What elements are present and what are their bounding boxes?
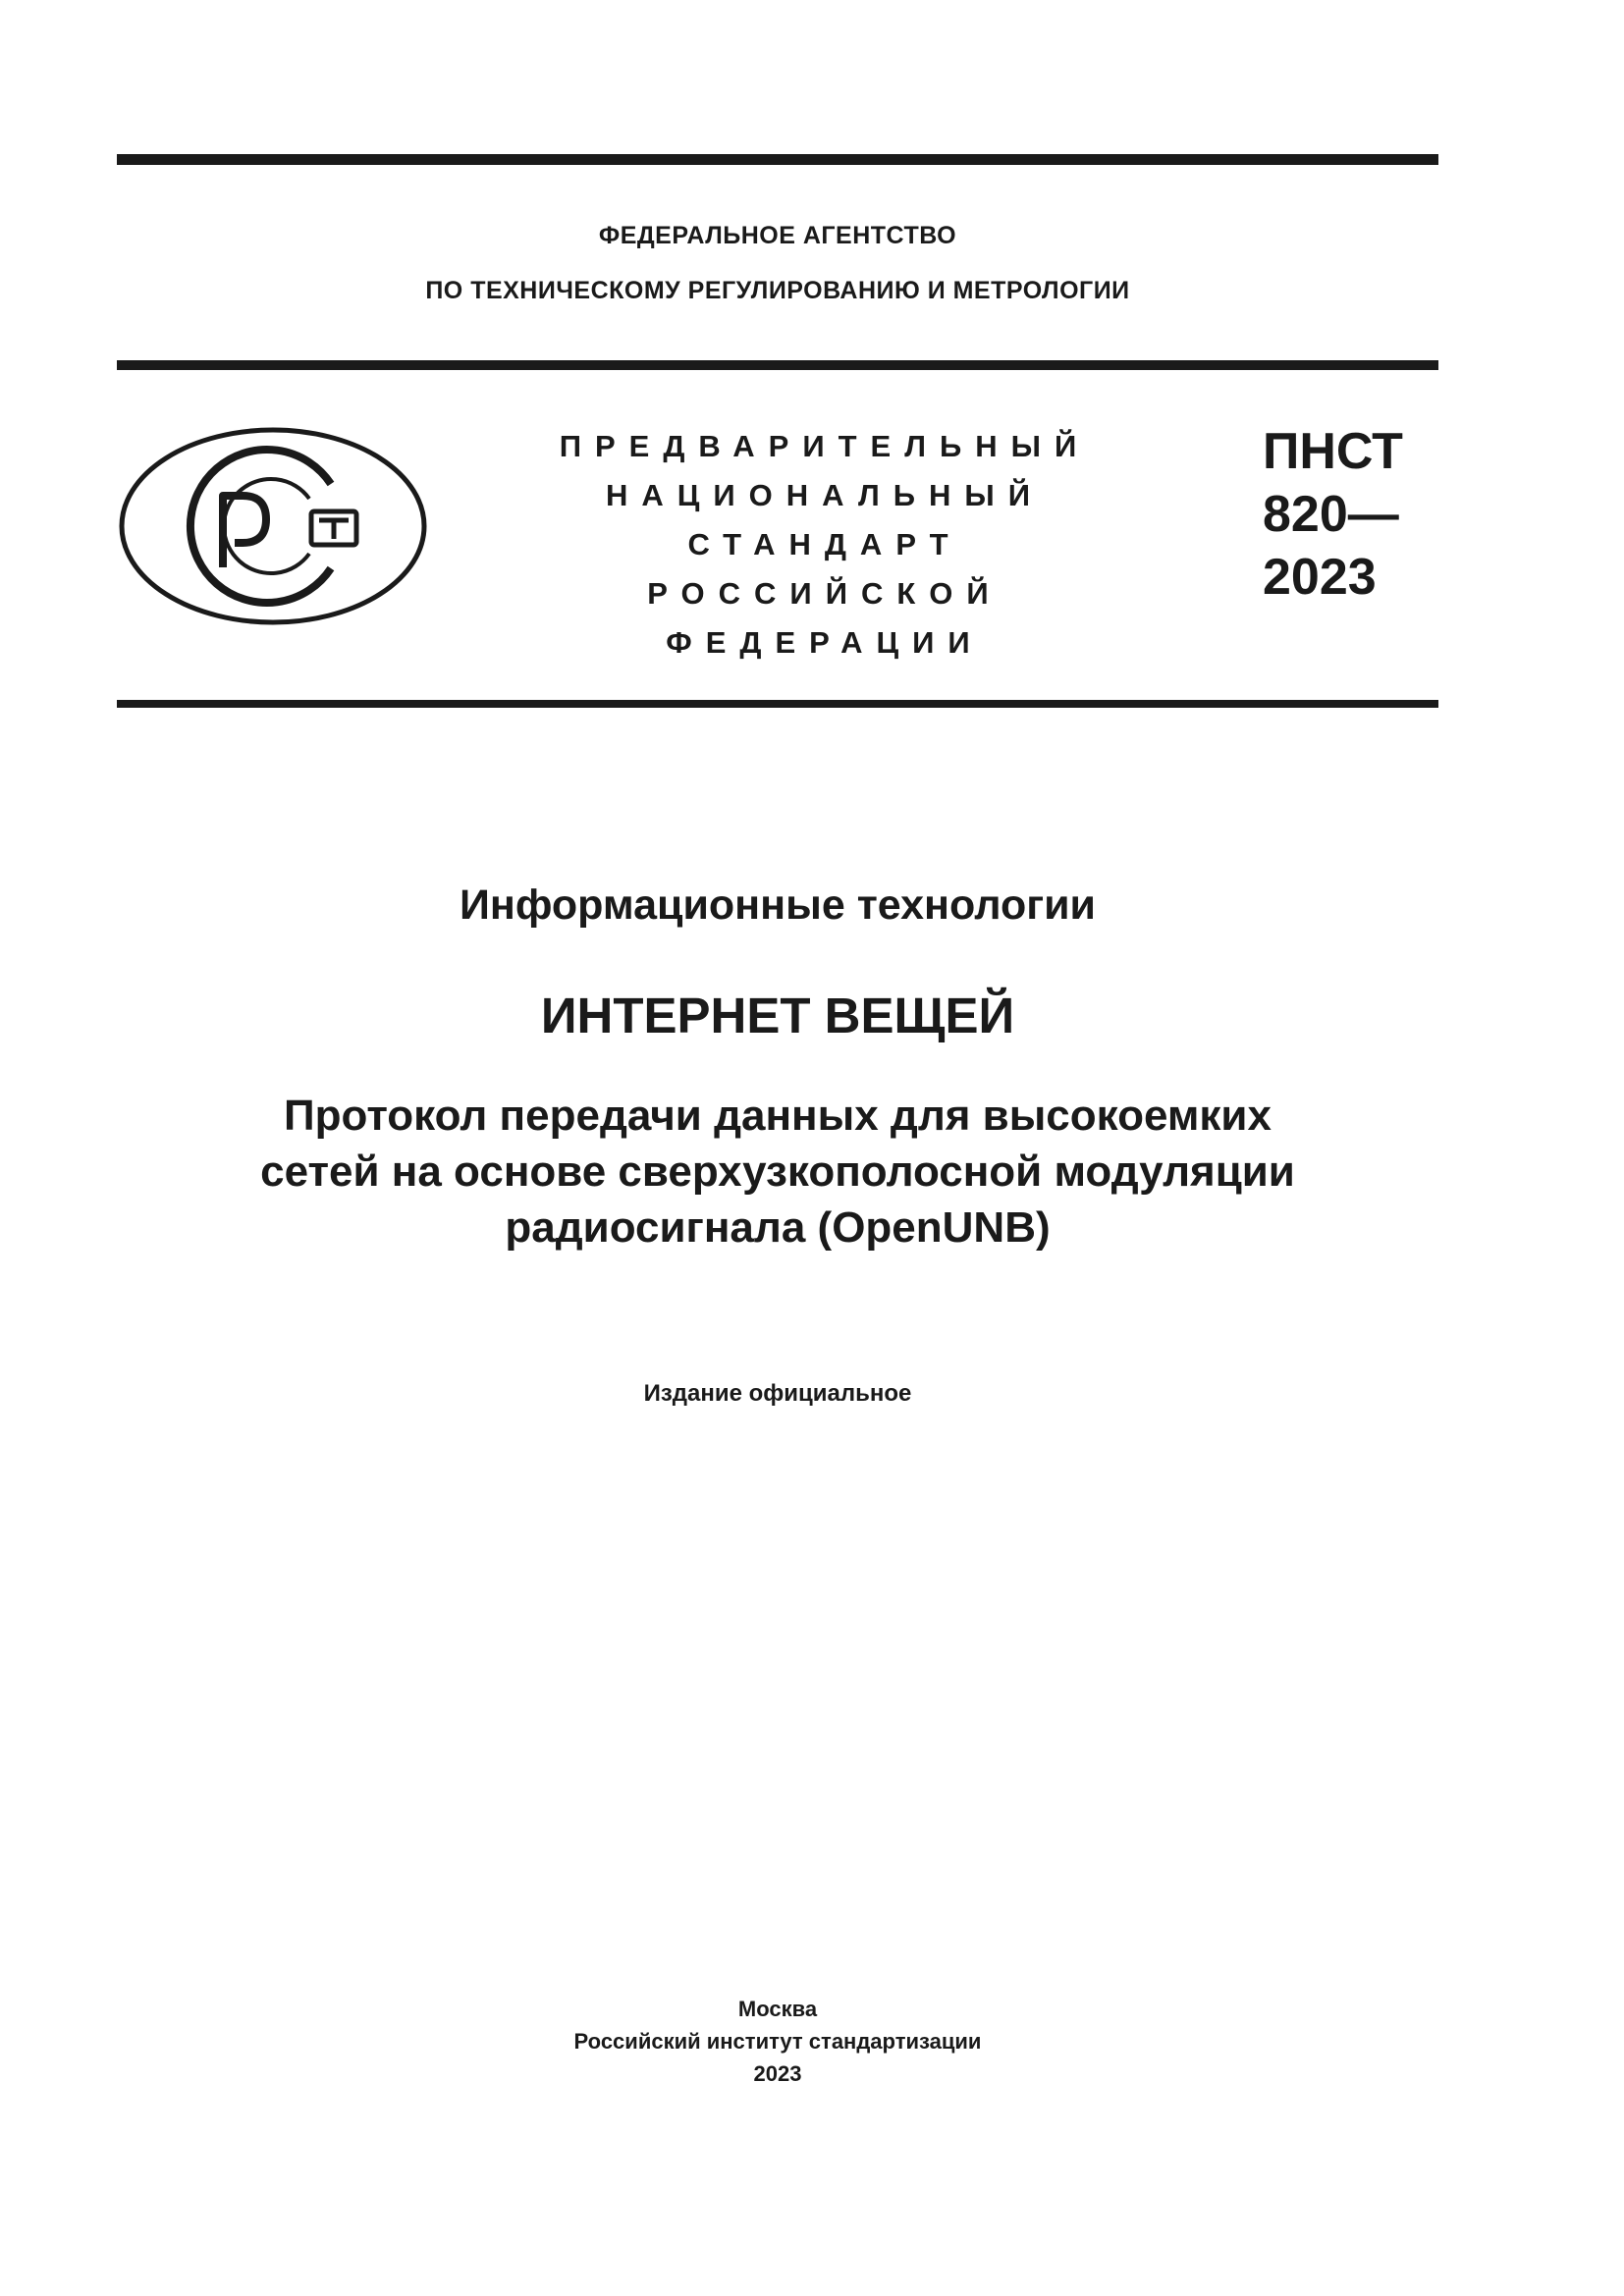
header-bottom-rule: [117, 700, 1438, 708]
standard-type-line: ПРЕДВАРИТЕЛЬНЫЙ: [559, 429, 1091, 463]
agency-name-line-2: ПО ТЕХНИЧЕСКОМУ РЕГУЛИРОВАНИЮ И МЕТРОЛОГИИ: [425, 277, 1130, 304]
standard-number-value: 820—: [1263, 486, 1399, 543]
gost-r-emblem-icon: [117, 425, 429, 627]
imprint-publisher: Российский институт стандартизации: [573, 2029, 982, 2054]
document-title: ИНТЕРНЕТ ВЕЩЕЙ: [540, 988, 1015, 1043]
imprint: [0, 1993, 1555, 2090]
imprint-city: Москва: [737, 1997, 818, 2021]
standard-number-year: 2023: [1263, 549, 1377, 606]
agency-name-line-1: ФЕДЕРАЛЬНОЕ АГЕНТСТВО: [598, 222, 957, 249]
top-rule: [117, 154, 1438, 165]
standard-number-prefix: ПНСТ: [1263, 423, 1403, 480]
standard-type-line: СТАНДАРТ: [687, 527, 962, 561]
standard-type-line: ФЕДЕРАЦИИ: [666, 625, 984, 660]
standard-type-line: РОССИЙСКОЙ: [647, 576, 1002, 611]
standard-number: [1263, 420, 1403, 609]
standard-type: [550, 422, 1100, 667]
document-series: Информационные технологии: [459, 881, 1096, 929]
imprint-year: 2023: [753, 2061, 802, 2086]
header-rule: [117, 360, 1438, 370]
document-subtitle-line: сетей на основе сверхузкополосной модуляции: [260, 1148, 1295, 1196]
document-subtitle: [0, 1088, 1555, 1255]
document-subtitle-line: радиосигнала (OpenUNB): [505, 1203, 1051, 1252]
document-subtitle-line: Протокол передачи данных для высокоемких: [284, 1092, 1272, 1140]
standard-type-line: НАЦИОНАЛЬНЫЙ: [605, 478, 1045, 512]
edition-label: Издание официальное: [643, 1380, 912, 1407]
